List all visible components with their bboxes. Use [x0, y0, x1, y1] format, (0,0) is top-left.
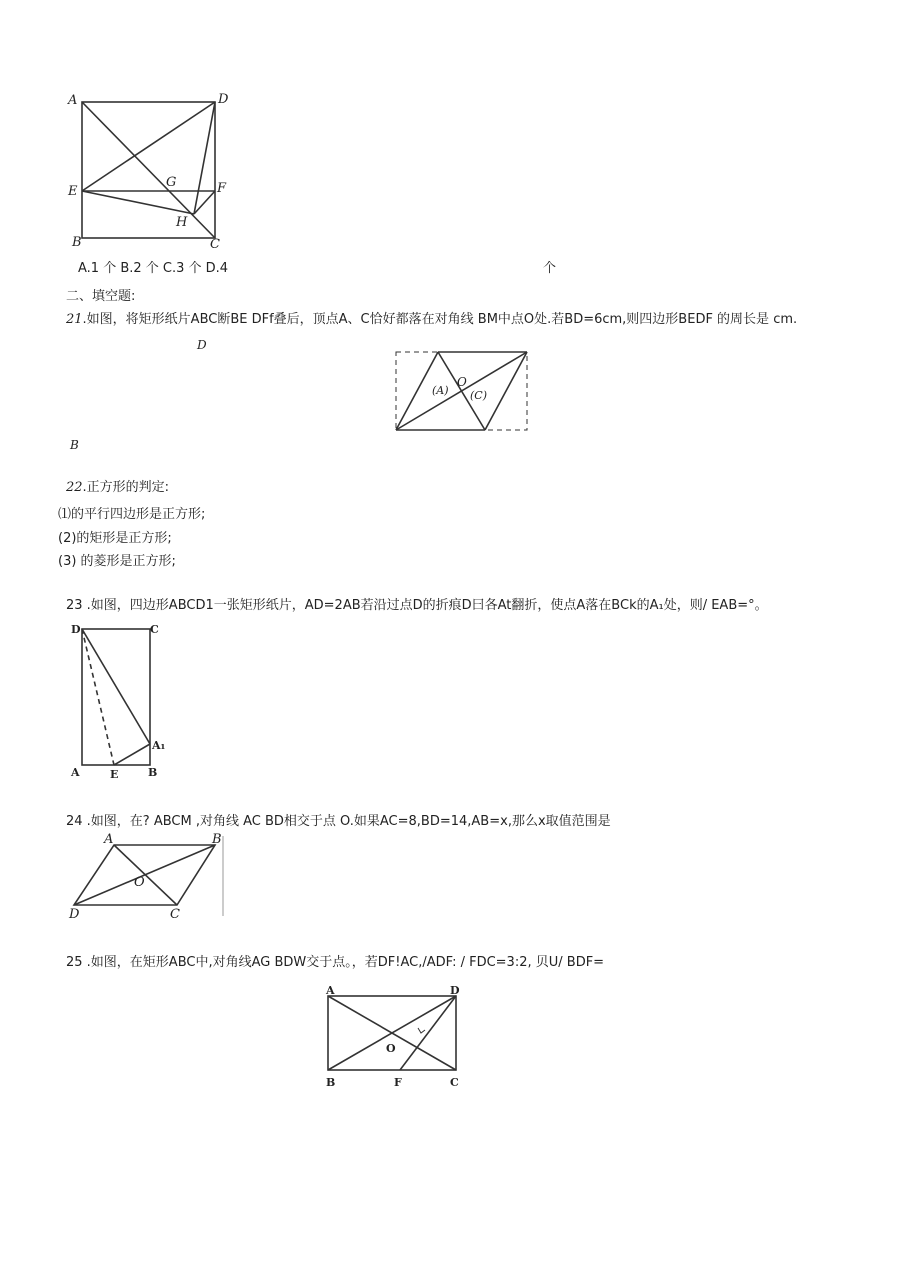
figure-q21 [390, 348, 535, 438]
q22-number: 22 [66, 480, 83, 495]
question-23: 23 .如图，四边形ABCD1一张矩形纸片，AD=2AB若沿过点D的折痕D曰各At翻折，使点A落在BCk的A₁处，则/ EAB=°。 [66, 598, 768, 613]
figure-q25 [318, 982, 468, 1104]
q23-fig-label-d: D [71, 623, 81, 636]
fig20-label-d: D [218, 92, 229, 107]
q21-label-b: B [70, 438, 79, 452]
figure-q20 [60, 86, 240, 254]
q21-fig-label-a: (A) [432, 384, 449, 397]
fig20-label-h: H [176, 215, 188, 230]
question-22 [66, 476, 169, 495]
q25-fig-label-d: D [450, 984, 460, 997]
fig20-label-b: B [72, 235, 82, 250]
fig20-label-f: F [217, 181, 227, 196]
question-24: 24 .如图，在? ABCM ,对角线 AC BD相交于点 O.如果AC=8,BD=14,AB=x,那么x取值范围是 [66, 814, 611, 829]
fig20-label-e: E [68, 184, 78, 199]
q22-item-2: (2)的矩形是正方形; [58, 531, 172, 546]
q25-fig-label-c: C [450, 1076, 459, 1089]
q21-fig-label-c: (C) [470, 389, 487, 402]
q25-fig-label-b: B [326, 1076, 336, 1089]
q23-fig-label-a1: A₁ [152, 739, 166, 752]
q24-fig-label-a: A [104, 832, 114, 847]
q20-options: A.1 个 B.2 个 C.3 个 D.4 [78, 261, 229, 276]
question-25: 25 .如图，在矩形ABC中,对角线AG BDW交于点。，若DF!AC,/ADF: / FDC=3:2, 贝U/ BDF= [66, 955, 605, 970]
q22-item-1: ⑴的平行四边形是正方形; [58, 507, 206, 522]
q24-fig-label-b: B [212, 832, 222, 847]
q25-fig-label-o: O [386, 1042, 396, 1055]
q24-fig-label-d: D [69, 907, 80, 920]
figure-q23 [62, 618, 182, 780]
q21-number: 21 [66, 312, 83, 327]
q25-fig-label-a: A [326, 984, 335, 997]
q23-fig-label-b: B [148, 766, 158, 779]
fig20-label-c: C [210, 237, 220, 252]
fig20-label-a: A [68, 93, 78, 108]
q24-fig-label-c: C [170, 907, 180, 920]
q20-options-tail: 个 [543, 261, 557, 276]
q24-fig-label-o: O [134, 875, 145, 890]
figure-q24 [62, 830, 230, 920]
q21-label-d: D [197, 338, 207, 352]
section-title: 二、填空题: [66, 289, 136, 304]
q22-item-3: (3) 的菱形是正方形; [58, 554, 176, 569]
q23-fig-label-e: E [110, 768, 119, 780]
q21-text: .如图，将矩形纸片ABC断BE DFf叠后，顶点A、C恰好都落在对角线 BM中点O处.若BD=6cm,则四边形BEDF 的周长是 cm. [82, 312, 798, 327]
question-21 [66, 308, 797, 327]
fig20-label-g: G [166, 175, 177, 190]
q21-fig-label-o: O [457, 375, 467, 389]
q22-text: .正方形的判定: [82, 480, 170, 495]
q25-fig-label-f: F [394, 1076, 402, 1089]
q23-fig-label-a: A [71, 766, 80, 779]
q23-fig-label-c: C [150, 623, 159, 636]
